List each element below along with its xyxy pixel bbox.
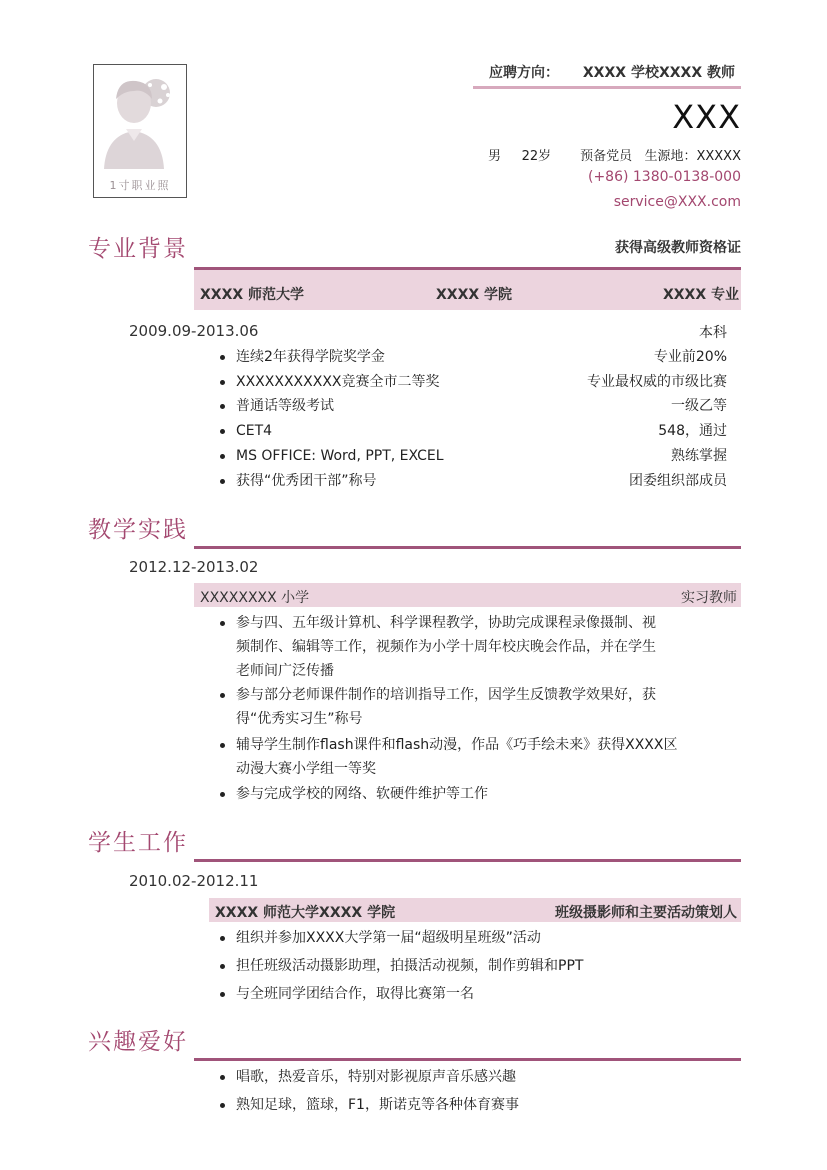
apply-position <box>473 62 741 89</box>
section-title-background: 专业背景 <box>88 236 188 262</box>
section-divider <box>194 1058 741 1061</box>
certificate: 获得高级教师资格证 <box>615 240 741 256</box>
teaching-role: 实习教师 <box>681 590 737 606</box>
school-name: XXXX 师范大学 <box>200 287 305 303</box>
list-item: CET4 <box>236 419 272 443</box>
candidate-name: XXX <box>672 98 741 136</box>
list-item: 与全班同学团结合作，取得比赛第一名 <box>236 982 474 1006</box>
list-item-note: 专业最权威的市级比赛 <box>587 374 727 390</box>
list-item: 组织并参加XXXX大学第一届“超级明星班级”活动 <box>236 926 541 950</box>
education-band <box>194 270 741 310</box>
student-work-band <box>209 898 741 922</box>
list-item: 参与完成学校的网络、软硬件维护等工作 <box>236 782 488 806</box>
list-item: 熟知足球，篮球，F1，斯诺克等各种体育赛事 <box>236 1093 519 1117</box>
student-work-date: 2010.02-2012.11 <box>129 872 259 890</box>
list-item: 唱歌，热爱音乐，特别对影视原声音乐感兴趣 <box>236 1065 516 1089</box>
list-item: MS OFFICE: Word, PPT, EXCEL <box>236 444 444 468</box>
list-item: 辅导学生制作flash课件和flash动漫，作品《巧手绘未来》获得XXXX区 动漫大赛小学组一等奖 <box>236 733 678 781</box>
major-name: XXXX 专业 <box>662 287 739 303</box>
profile-photo <box>93 64 187 198</box>
student-work-role: 班级摄影师和主要活动策划人 <box>555 905 737 921</box>
section-title-hobbies: 兴趣爱好 <box>88 1029 188 1055</box>
list-item-note: 一级乙等 <box>671 398 727 414</box>
list-item: 普通话等级考试 <box>236 394 334 418</box>
list-item-note: 548，通过 <box>658 423 727 439</box>
list-item-note: 专业前20% <box>653 349 727 365</box>
list-item: 担任班级活动摄影助理，拍摄活动视频，制作剪辑和PPT <box>236 954 583 978</box>
teaching-band <box>194 583 741 607</box>
email-address: service@XXX.com <box>613 194 741 210</box>
section-divider <box>194 859 741 862</box>
list-item: 参与四、五年级计算机、科学课程教学，协助完成课程录像摄制、视 频制作、编辑等工作，视频作为小学十周年校庆晚会作品，并在学生 老师间广泛传播 <box>236 611 656 683</box>
college-name: XXXX 学院 <box>436 287 513 303</box>
list-item: XXXXXXXXXXX竞赛全市二等奖 <box>236 370 440 394</box>
education-date: 2009.09-2013.06 <box>129 322 259 340</box>
student-work-org: XXXX 师范大学XXXX 学院 <box>215 905 396 921</box>
section-title-student-work: 学生工作 <box>88 830 188 856</box>
list-item-note: 熟练掌握 <box>671 448 727 464</box>
degree: 本科 <box>699 325 727 341</box>
phone-number: (+86) 1380-0138-000 <box>587 169 741 185</box>
apply-value: XXXX 学校XXXX 教师 <box>582 65 735 81</box>
personal-info: 男 22岁 预备党员 生源地：XXXXX <box>487 149 741 164</box>
list-item: 参与部分老师课件制作的培训指导工作，因学生反馈教学效果好，获 得“优秀实习生”称号 <box>236 683 656 731</box>
apply-label: 应聘方向： <box>489 65 559 81</box>
photo-caption: 1寸职业照 <box>109 179 171 192</box>
list-item: 连续2年获得学院奖学金 <box>236 345 385 369</box>
list-item-note: 团委组织部成员 <box>629 473 727 489</box>
teaching-org: XXXXXXXX 小学 <box>200 590 310 606</box>
teaching-date: 2012.12-2013.02 <box>129 558 259 576</box>
section-divider <box>194 546 741 549</box>
list-item: 获得“优秀团干部”称号 <box>236 469 377 493</box>
section-title-teaching: 教学实践 <box>88 517 188 543</box>
